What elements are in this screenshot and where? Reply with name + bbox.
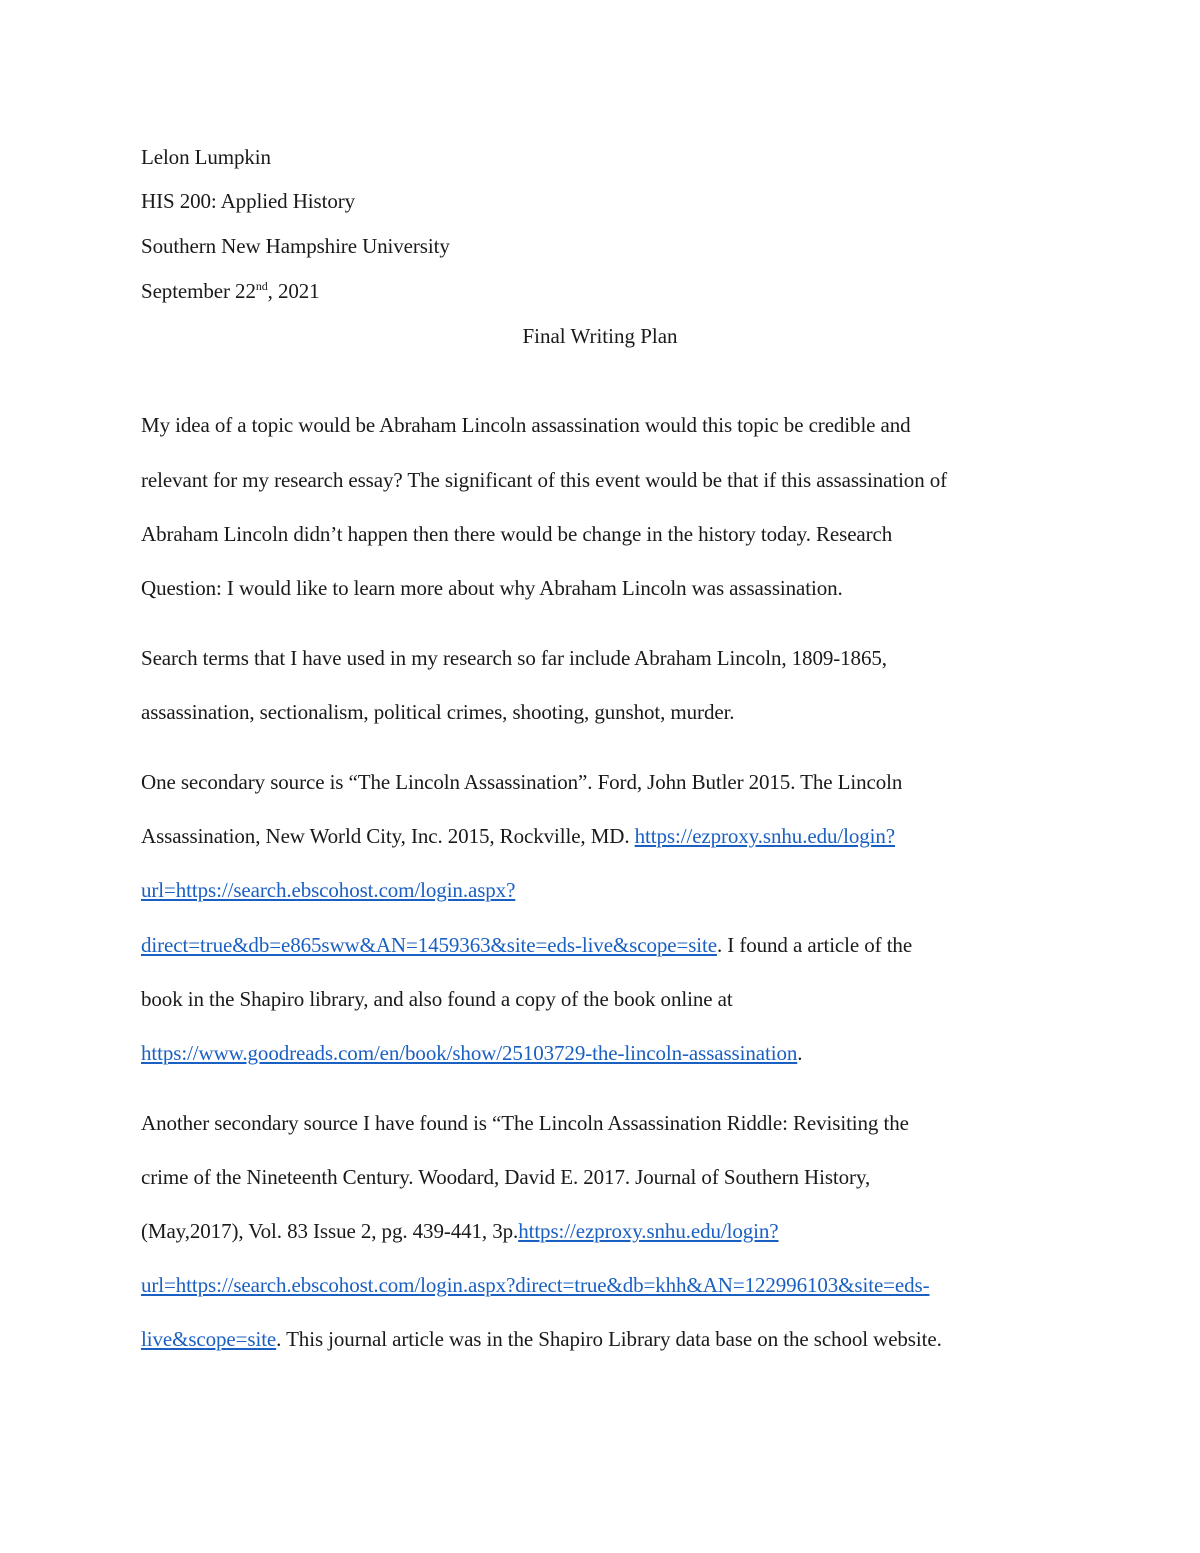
ezproxy-link-1-part2[interactable]: url=https://search.ebscohost.com/login.aspx? [141,878,516,902]
date [141,278,320,304]
paragraph4-line3-text: (May,2017), Vol. 83 Issue 2, pg. 439-441, 3p. [141,1219,519,1243]
ezproxy-link-2-part1[interactable]: https://ezproxy.snhu.edu/login? [518,1219,779,1243]
paragraph4-line5 [141,1326,942,1352]
paragraph4-line2: crime of the Nineteenth Century. Woodard, David E. 2017. Journal of Southern History, [141,1165,871,1189]
paragraph1-line4: Question: I would like to learn more about why Abraham Lincoln was assassination. [141,576,843,600]
paragraph4-line1: Another secondary source I have found is “The Lincoln Assassination Riddle: Revisiting the [141,1111,909,1135]
page-title: Final Writing Plan [522,324,678,348]
paragraph3-line3 [141,877,515,903]
ezproxy-link-1-part1[interactable]: https://ezproxy.snhu.edu/login? [634,824,895,848]
ezproxy-link-2-part3[interactable]: live&scope=site [141,1327,277,1351]
paragraph3-line5: book in the Shapiro library, and also found a copy of the book online at [141,987,733,1011]
course-name: HIS 200: Applied History [141,189,356,213]
school-name: Southern New Hampshire University [141,234,450,258]
paragraph4-line5-text: . This journal article was in the Shapiro Library data base on the school website. [276,1327,942,1351]
paragraph3-line2 [141,823,895,849]
paragraph1-line1: My idea of a topic would be Abraham Lincoln assassination would this topic be credible and [141,413,911,437]
date-suffix: , 2021 [267,279,320,303]
paragraph3-line4 [141,932,912,958]
paragraph4-line3 [141,1218,779,1244]
paragraph3-line6 [141,1040,802,1066]
paragraph3-line1: One secondary source is “The Lincoln Assassination”. Ford, John Butler 2015. The Lincoln [141,770,903,794]
paragraph1-line3: Abraham Lincoln didn’t happen then there would be change in the history today. Research [141,522,893,546]
paragraph2-line1: Search terms that I have used in my research so far include Abraham Lincoln, 1809-1865, [141,646,887,670]
ezproxy-link-2-part2[interactable]: url=https://search.ebscohost.com/login.aspx?direct=true&db=khh&AN=122996103&site=eds- [141,1273,930,1297]
paragraph1-line2: relevant for my research essay? The significant of this event would be that if this assassination of [141,468,948,492]
date-prefix: September 22 [141,279,256,303]
paragraph3-line2-text: Assassination, New World City, Inc. 2015, Rockville, MD. [141,824,635,848]
ezproxy-link-1-part3[interactable]: direct=true&db=e865sww&AN=1459363&site=eds-live&scope=site [141,933,717,957]
author-name: Lelon Lumpkin [141,145,271,169]
goodreads-link[interactable]: https://www.goodreads.com/en/book/show/25103729-the-lincoln-assassination [141,1041,798,1065]
paragraph3-line6-text: . [797,1041,803,1065]
paragraph4-line4 [141,1272,930,1298]
paragraph3-line4-text: . I found a article of the [716,933,913,957]
date-ordinal: nd [255,279,268,293]
paragraph2-line2: assassination, sectionalism, political crimes, shooting, gunshot, murder. [141,700,735,724]
